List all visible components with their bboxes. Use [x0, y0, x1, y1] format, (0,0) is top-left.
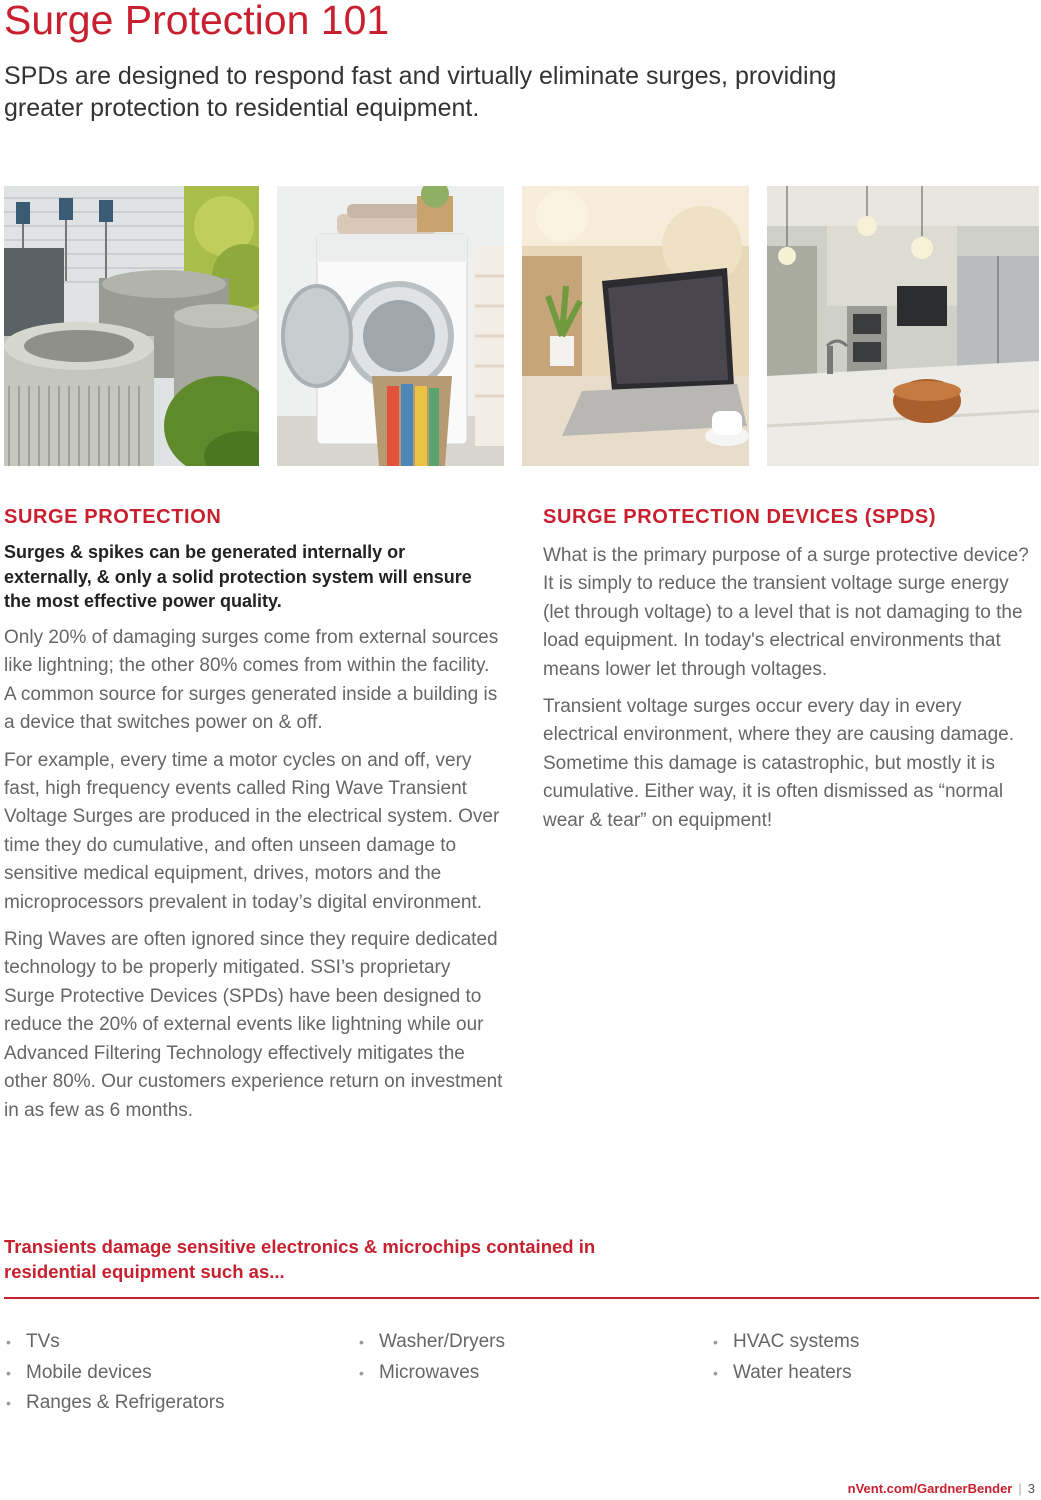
list-item-label: Microwaves [379, 1361, 480, 1383]
list-item [357, 1327, 505, 1358]
bullet-icon: • [6, 1334, 11, 1350]
list-item-label: Ranges & Refrigerators [26, 1392, 225, 1413]
list-item [357, 1358, 505, 1389]
paragraph: Only 20% of damaging surges come from external sources like lightning; the other 80% comes from within the facility. A common source for surges generated inside a building is a device that switches power on & off. [4, 627, 499, 734]
list-item [4, 1388, 225, 1419]
bullet-icon: • [713, 1364, 718, 1381]
equipment-callout: Transients damage sensitive electronics & microchips contained in residential equipment such as... [4, 1236, 596, 1282]
spds-heading: SURGE PROTECTION DEVICES (SPDS) [543, 506, 937, 528]
footer-separator: | [1018, 1481, 1022, 1496]
list-item-label: Water heaters [733, 1361, 852, 1383]
bullet-icon: • [359, 1334, 364, 1350]
surge-protection-body [4, 624, 504, 1134]
equipment-list-1 [4, 1327, 225, 1419]
bullet-icon: • [6, 1364, 11, 1381]
footer-link[interactable]: nVent.com/GardnerBender [847, 1481, 1013, 1496]
spds-body [543, 542, 1033, 844]
laptop-photo [522, 186, 749, 466]
page-footer [848, 1481, 1035, 1496]
surge-protection-lead: Surges & spikes can be generated internally or externally, & only a solid protection system will ensure the most effective power quality. [4, 542, 472, 611]
kitchen-photo [767, 186, 1039, 466]
list-item [4, 1327, 225, 1358]
list-item-label: HVAC systems [733, 1331, 860, 1352]
divider [4, 1297, 1039, 1299]
paragraph: What is the primary purpose of a surge protective device? It is simply to reduce the transient voltage surge energy (let through voltage) to a level that is not damaging to the load equipment. In today's electrical environments that means lower let through voltages. [543, 545, 1029, 680]
paragraph: For example, every time a motor cycles on and off, very fast, high frequency events called Ring Wave Transient Voltage Surges are produced in the electrical system. Over time they do cumulative, and often unseen damage to sensitive medical equipment, drives, motors and the microprocessors prevalent in today’s digital environment. [4, 749, 500, 913]
list-item [4, 1358, 225, 1389]
list-item [711, 1358, 859, 1389]
equipment-list-3 [711, 1327, 859, 1388]
list-item [711, 1327, 859, 1358]
bullet-icon: • [713, 1334, 718, 1350]
list-item-label: Washer/Dryers [379, 1331, 505, 1352]
bullet-icon: • [6, 1395, 11, 1411]
page-title: Surge Protection 101 [4, 0, 390, 43]
page-number: 3 [1027, 1481, 1035, 1496]
paragraph: Transient voltage surges occur every day in every electrical environment, where they are causing damage. Sometime this damage is catastrophic, but mostly it is cumulative. Either way, it is often dismissed as “normal wear & tear” on equipment! [543, 696, 1015, 831]
ac-units-photo [4, 186, 259, 466]
bullet-icon: • [359, 1364, 364, 1381]
list-item-label: Mobile devices [26, 1361, 152, 1383]
page-subtitle: SPDs are designed to respond fast and virtually eliminate surges, providing greater protection to residential equipment. [4, 62, 837, 122]
surge-protection-heading: SURGE PROTECTION [4, 506, 222, 528]
washing-machine-photo [277, 186, 504, 466]
list-item-label: TVs [26, 1331, 60, 1352]
equipment-list-2 [357, 1327, 505, 1388]
paragraph: Ring Waves are often ignored since they require dedicated technology to be properly mitigated. SSI’s proprietary Surge Protective Devices (SPDs) have been designed to reduce the 20% of external events like lightning while our Advanced Filtering Technology effectively mitigates the other 80%. Our customers experience return on investment in as few as 6 months. [4, 929, 503, 1121]
